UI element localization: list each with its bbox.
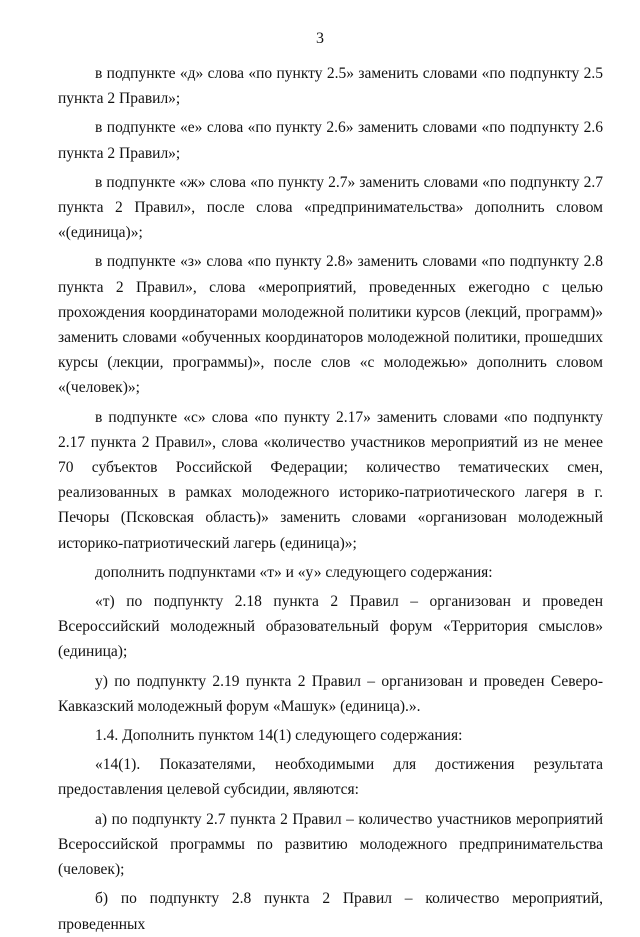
paragraph-item-u: у) по подпункту 2.19 пункта 2 Правил – организован и проведен Северо-Кавказский молодежный форум «Машук» (единица).».	[58, 672, 603, 715]
document-body	[58, 61, 603, 937]
page-number: 3	[316, 30, 324, 47]
paragraph-item-a: а) по подпункту 2.7 пункта 2 Правил – количество участников мероприятий Всероссийской программы по развитию молодежного предпринимательства (человек);	[58, 810, 603, 879]
paragraph-item-s: в подпункте «с» слова «по пункту 2.17» заменить словами «по подпункту 2.17 пункта 2 Правил», слова «количество участников мероприятий из не менее 70 субъектов Российской Федерации; количество тематических смен, реализованных в рамках молодежного историко-патриотического лагеря в г. Печоры (Псковская область)» заменить словами «организован молодежный историко-патриотический лагерь (единица)»;	[58, 408, 603, 552]
paragraph-section-1-4: 1.4. Дополнить пунктом 14(1) следующего содержания:	[95, 727, 463, 745]
paragraph-add-subitems: дополнить подпунктами «т» и «у» следующего содержания:	[95, 563, 493, 581]
paragraph-point-14-1: «14(1). Показателями, необходимыми для достижения результата предоставления целевой субсидии, являются:	[58, 756, 603, 799]
paragraph-item-b: б) по подпункту 2.8 пункта 2 Правил – количество мероприятий, проведенных	[58, 890, 603, 933]
paragraph-item-t: «т) по подпункту 2.18 пункта 2 Правил – организован и проведен Всероссийский молодежный образовательный форум «Территория смыслов» (единица);	[58, 593, 603, 661]
paragraph-item-d: в подпункте «д» слова «по пункту 2.5» заменить словами «по подпункту 2.5 пункта 2 Правил»;	[58, 65, 603, 108]
paragraph-item-zh: в подпункте «ж» слова «по пункту 2.7» заменить словами «по подпункту 2.7 пункта 2 Правил», после слова «предпринимательства» дополнить словом «(единица)»;	[58, 173, 603, 242]
paragraph-item-z: в подпункте «з» слова «по пункту 2.8» заменить словами «по подпункту 2.8 пункта 2 Правил», слова «мероприятий, проведенных ежегодно с целью прохождения координаторами молодежной политики курсов (лекций, программ)» заменить словами «обученных координаторов молодежной политики, прошедших курсы (лекции, программы)», после слов «с молодежью» дополнить словом «(человек)»;	[58, 253, 603, 397]
paragraph-item-e: в подпункте «е» слова «по пункту 2.6» заменить словами «по подпункту 2.6 пункта 2 Правил»;	[58, 119, 603, 162]
